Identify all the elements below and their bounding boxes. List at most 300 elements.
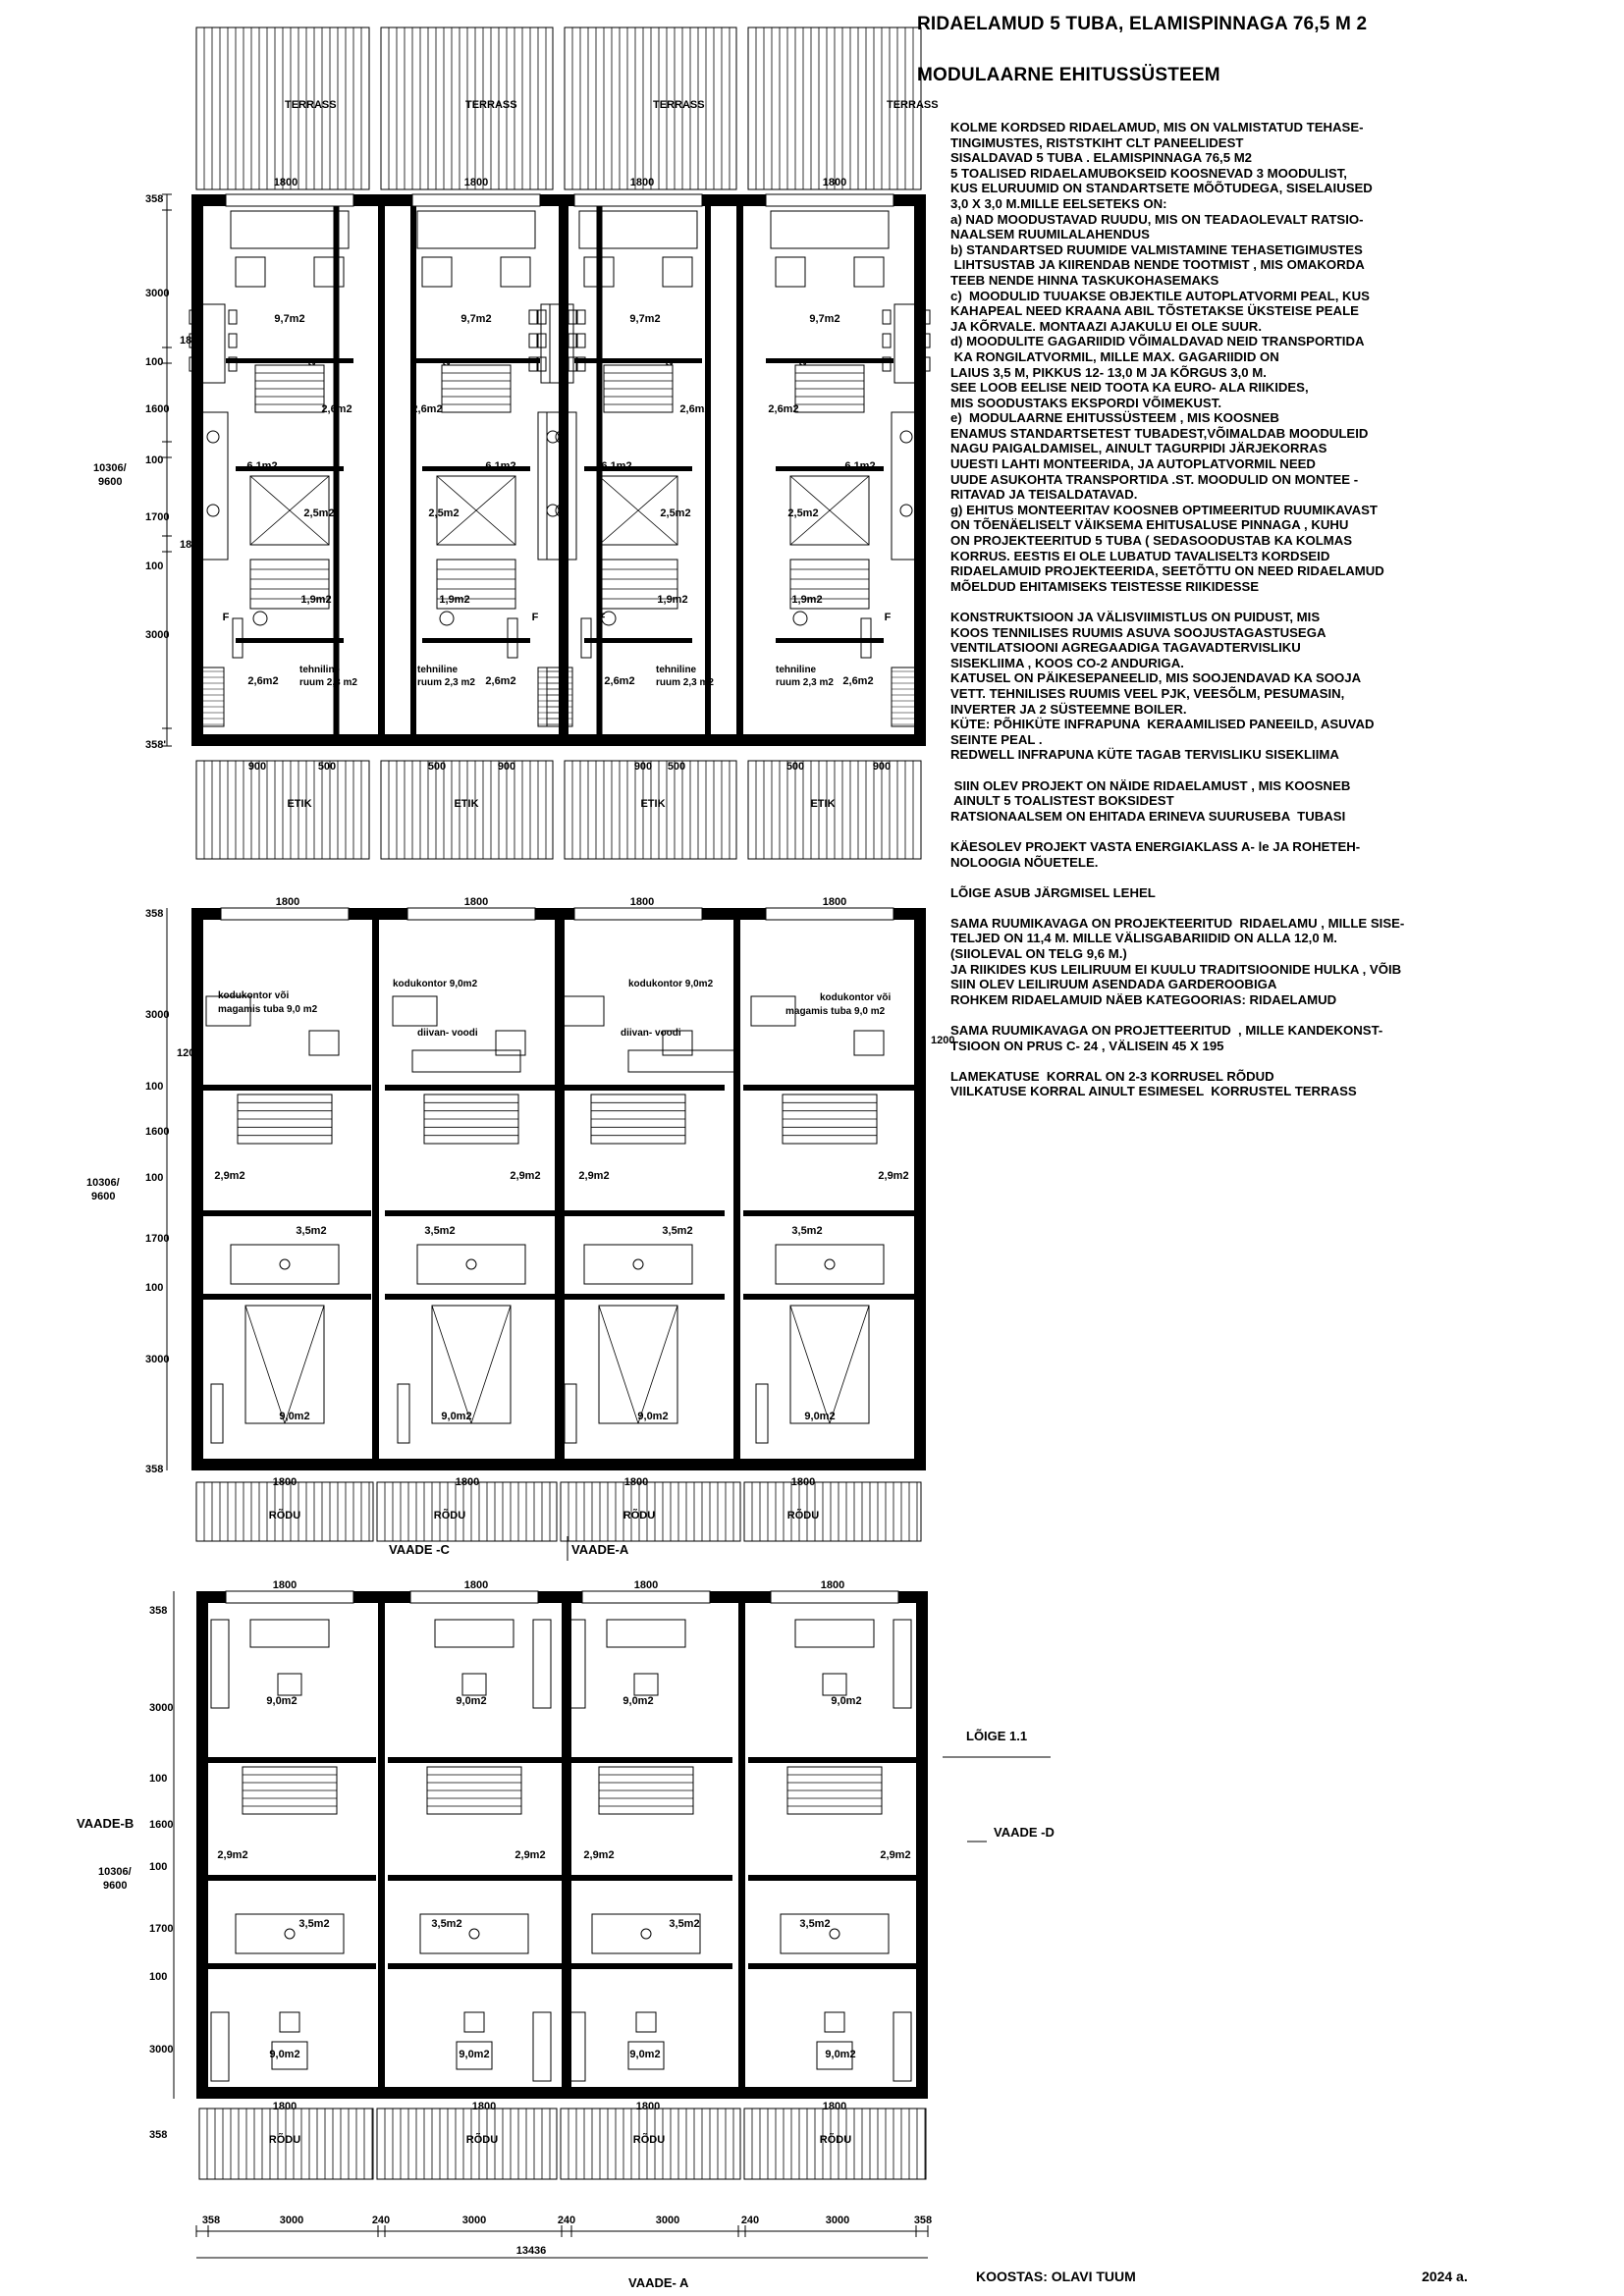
dimension-label: 1700 (145, 1233, 170, 1245)
room-label: kodukontor 9,0m2 (393, 979, 478, 989)
dimension-label: 3000 (655, 2215, 680, 2226)
radiator (398, 1384, 409, 1443)
room-area: 2,5m2 (303, 507, 335, 519)
party-wall (372, 908, 379, 1470)
room-label: tehniline (776, 665, 817, 675)
description-line: TEEB NENDE HINNA TASKUKOHASEMAKS (950, 272, 1219, 288)
desk (250, 1620, 329, 1647)
room-area: 1,9m2 (300, 594, 332, 606)
room-area: 2,6m2 (604, 675, 635, 687)
description-line: ON TÕENÄELISELT VÄIKSEMA EHITUSALUSE PINNAGA , KUHU (950, 517, 1349, 533)
partition (766, 358, 893, 363)
description-line: g) EHITUS MONTEERITAV KOOSNEB OPTIMEERITUD RUUMIKAVAST (950, 502, 1378, 517)
interior-wall (705, 194, 711, 746)
chair (538, 334, 546, 347)
bed-cover (638, 1306, 677, 1423)
description-line: JA KÕRVALE. MONTAAZI AJAKULU EI OLE SUUR. (950, 318, 1262, 334)
fridge-label: F (598, 612, 606, 623)
partition (203, 1963, 376, 1969)
partition (388, 1875, 561, 1881)
description-line: KOLME KORDSED RIDAELAMUD, MIS ON VALMISTATUD TEHASE- (950, 120, 1364, 134)
description-line: SISALDAVAD 5 TUBA . ELAMISPINNAGA 76,5 M2 (950, 150, 1253, 166)
description-line: KOOS TENNILISES RUUMIS ASUVA SOOJUSTAGASTUSEGA (950, 624, 1326, 640)
chair (636, 2012, 656, 2032)
description-line: NAGU PAIGALDAMISEL, AINULT TAGURPIDI JÄRJEKORRAS (950, 441, 1327, 456)
dimension-label: 1200 (931, 1035, 955, 1046)
dimension-label: 100 (145, 1172, 164, 1184)
terrace-label: TERRASS (285, 99, 337, 111)
floor-drain (793, 612, 807, 625)
dimension-label: 1600 (145, 403, 170, 415)
partition (560, 1757, 732, 1763)
window (226, 194, 353, 206)
fridge-label: F (884, 612, 892, 623)
dimension-label: 358 (913, 2215, 933, 2226)
chair (529, 334, 537, 347)
room-area: 9,0m2 (804, 1411, 836, 1422)
party-wall (378, 194, 385, 746)
room-label: magamis tuba 9,0 m2 (218, 1004, 318, 1015)
room-label: tehniline (417, 665, 459, 675)
dimension-label: 1800 (790, 1476, 816, 1488)
bath-drain (466, 1259, 476, 1269)
sofa (417, 211, 535, 248)
dimension-label: 500 (785, 761, 805, 773)
bath-drain (633, 1259, 643, 1269)
partition (748, 1963, 921, 1969)
room-area: 9,0m2 (825, 2049, 856, 2060)
deck-outline (744, 1482, 921, 1541)
description-line: KUS ELURUUMID ON STANDARTSETE MÕÕTUDEGA, SISELAIUSED (950, 181, 1373, 196)
dimension-label: 1800 (272, 1476, 298, 1488)
chair (309, 1031, 339, 1055)
dimension-label: 1800 (273, 177, 298, 188)
room-area: 2,5m2 (428, 507, 460, 519)
deck-outline (381, 761, 553, 859)
dimension-label: 3000 (149, 1702, 174, 1714)
balcony-label: RÕDU (465, 2134, 499, 2146)
room-label: kodukontor 9,0m2 (628, 979, 714, 989)
room-area: 2,9m2 (510, 1170, 541, 1182)
tv-label: tv (307, 357, 317, 368)
room-area: 2,9m2 (514, 1849, 546, 1861)
overall-dimension: 10306/ (86, 1177, 120, 1189)
room-area: 2,5m2 (787, 507, 819, 519)
room-area: 2,6m2 (485, 675, 516, 687)
bed-cover (599, 1306, 638, 1423)
chair (577, 310, 585, 324)
dimension-label: 500 (317, 761, 337, 773)
chair (883, 334, 891, 347)
description-line: SEINTE PEAL . (950, 731, 1043, 747)
description-line: RATSIONAALSEM ON EHITADA ERINEVA SUURUSEBA TUBASI (950, 808, 1346, 824)
overall-dimension: 10306/ (98, 1866, 132, 1878)
room-label: ruum 2,3 m2 (776, 677, 834, 688)
tv-label: tv (665, 357, 675, 368)
balcony-label: RÕDU (632, 2134, 666, 2146)
room-area: 3,5m2 (662, 1225, 693, 1237)
room-area: 1,9m2 (657, 594, 688, 606)
dimension-label: 900 (872, 761, 892, 773)
window (226, 1591, 353, 1603)
bed-cover (245, 1306, 285, 1423)
bath-drain (830, 1929, 839, 1939)
room-area: 9,7m2 (274, 313, 305, 325)
floor-drain (253, 612, 267, 625)
bathtub (781, 1914, 889, 1953)
dimension-label: 1800 (180, 539, 204, 551)
room-label: tehniline (656, 665, 697, 675)
room-label: ruum 2,3 m2 (299, 677, 357, 688)
description-paragraph (950, 120, 1618, 594)
partition (203, 1875, 376, 1881)
room-label: diivan- voodi (417, 1028, 478, 1039)
chair (823, 1674, 846, 1695)
bed (790, 1306, 869, 1423)
description-line: b) STANDARTSED RUUMIDE VALMISTAMINE TEHASETIGIMUSTES (950, 241, 1363, 257)
description-paragraph (950, 885, 1618, 901)
dimension-label: 100 (145, 454, 164, 466)
description-line: AINULT 5 TOALISTEST BOKSIDEST (950, 793, 1174, 809)
partition (560, 1875, 732, 1881)
porch-label: ETIK (454, 798, 479, 810)
window (574, 908, 702, 920)
partition (198, 1210, 371, 1216)
dimension-label: 900 (497, 761, 516, 773)
party-wall (738, 1591, 745, 2099)
description-line: e) MODULAARNE EHITUSSÜSTEEM , MIS KOOSNEB (950, 410, 1279, 426)
radiator (565, 1384, 576, 1443)
window (574, 194, 702, 206)
armchair (776, 257, 805, 287)
overall-dimension: 10306/ (93, 462, 127, 474)
wardrobe (893, 1620, 911, 1708)
dimension-label: 358 (149, 1605, 168, 1617)
room-area: 6,1m2 (485, 460, 516, 472)
fridge-label: F (222, 612, 230, 623)
bathtub (417, 1245, 525, 1284)
dimension-label: 3000 (149, 2044, 174, 2056)
wardrobe (211, 2012, 229, 2081)
dimension-label: 1800 (455, 1476, 480, 1488)
description-line: KORRUS. EESTIS EI OLE LUBATUD TAVALISELT3 KORDSEID (950, 548, 1330, 563)
armchair (236, 257, 265, 287)
partition (552, 1294, 725, 1300)
room-area: 3,5m2 (791, 1225, 823, 1237)
partition (412, 358, 540, 363)
description-line: NOLOOGIA NÕUETELE. (950, 854, 1099, 870)
view-label: VAADE- A (628, 2275, 689, 2290)
party-wall (555, 908, 565, 1470)
description-line: UUESTI LAHTI MONTEERIDA, JA AUTOPLATVORMIL NEED (950, 456, 1316, 472)
room-label: ruum 2,3 m2 (656, 677, 714, 688)
room-area: 2,9m2 (583, 1849, 615, 1861)
dining-table (201, 304, 225, 383)
dimension-label: 100 (149, 1773, 168, 1785)
author-credit: KOOSTAS: OLAVI TUUM (976, 2269, 1136, 2284)
floor-drain (440, 612, 454, 625)
view-label: VAADE-B (77, 1816, 135, 1831)
room-label: tehniline (299, 665, 341, 675)
sofa (231, 211, 349, 248)
chair (462, 1674, 486, 1695)
chair (854, 1031, 884, 1055)
dimension-label: 240 (371, 2215, 391, 2226)
room-area: 2,9m2 (878, 1170, 909, 1182)
balcony-label: RÕDU (268, 1510, 301, 1522)
partition (226, 358, 353, 363)
window (766, 908, 893, 920)
dimension-label: 358 (149, 2129, 168, 2141)
window (221, 908, 349, 920)
bed-cover (790, 1306, 830, 1423)
interior-wall (410, 194, 416, 746)
dimension-label: 900 (633, 761, 653, 773)
partition (776, 638, 884, 643)
tv-label: tv (798, 357, 808, 368)
party-wall (562, 1591, 571, 2099)
description-line: LAMEKATUSE KORRAL ON 2-3 KORRUSEL RÕDUD (950, 1068, 1274, 1084)
chair (278, 1674, 301, 1695)
room-area: 6,1m2 (844, 460, 876, 472)
room-area: 2,5m2 (660, 507, 691, 519)
page-subtitle: MODULAARNE EHITUSSÜSTEEM (917, 65, 1220, 85)
chair (464, 2012, 484, 2032)
partition (743, 1294, 916, 1300)
description-line: ENAMUS STANDARTSETEST TUBADEST,VÕIMALDAB MOODULEID (950, 425, 1369, 441)
room-area: 3,5m2 (669, 1918, 700, 1930)
dimension-label: 1600 (145, 1126, 170, 1138)
desk (393, 996, 437, 1026)
armchair (663, 257, 692, 287)
sofa (771, 211, 889, 248)
dimension-label: 1200 (177, 1047, 201, 1059)
partition (552, 1210, 725, 1216)
terrace-label: TERRASS (887, 99, 939, 111)
deck-outline (565, 27, 736, 189)
dimension-label: 1800 (635, 2101, 661, 2112)
partition (203, 1757, 376, 1763)
description-line: 5 TOALISED RIDAELAMUBOKSEID KOOSNEVAD 3 MOODULIST, (950, 165, 1347, 181)
dimension-label: 358 (145, 193, 164, 205)
room-area: 2,6m2 (247, 675, 279, 687)
dimension-label: 1800 (623, 1476, 649, 1488)
description-line: ROHKEM RIDAELAMUID NÄEB KATEGOORIAS: RIDAELAMUD (950, 991, 1337, 1007)
description-line: LIHTSUSTAB JA KIIRENDAB NENDE TOOTMIST , MIS OMAKORDA (950, 257, 1365, 273)
partition (385, 1294, 558, 1300)
chair (538, 310, 546, 324)
deck-outline (565, 761, 736, 859)
hob (900, 505, 912, 516)
dimension-label: 3000 (145, 288, 170, 299)
room-area: 2,9m2 (880, 1849, 911, 1861)
partition (385, 1085, 558, 1091)
partition (743, 1210, 916, 1216)
description-line: LÕIGE ASUB JÄRGMISEL LEHEL (950, 884, 1156, 900)
room-area: 9,0m2 (623, 1695, 654, 1707)
balcony-label: RÕDU (433, 1510, 466, 1522)
dimension-label: 500 (427, 761, 447, 773)
chair (634, 1674, 658, 1695)
armchair (501, 257, 530, 287)
bath-drain (285, 1929, 295, 1939)
window (412, 194, 540, 206)
description-line: SAMA RUUMIKAVAGA ON PROJETTEERITUD , MILLE KANDEKONST- (950, 1023, 1383, 1039)
room-label: kodukontor või (820, 992, 892, 1003)
room-area: 9,0m2 (456, 1695, 487, 1707)
description-line: d) MOODULITE GAGARIIDID VÕIMALDAVAD NEID TRANSPORTIDA (950, 334, 1365, 349)
chair (568, 310, 576, 324)
description-line: SISEKLIIMA , KOOS CO-2 ANDURIGA. (950, 655, 1184, 670)
outer-wall-left (191, 194, 203, 746)
partition (422, 638, 530, 643)
balcony-label: RÕDU (268, 2134, 301, 2146)
dimension-label: 358 (145, 1464, 164, 1475)
view-label: VAADE -D (994, 1825, 1055, 1840)
dimension-label: 3000 (825, 2215, 850, 2226)
dimension-label: 1800 (272, 1579, 298, 1591)
porch-label: ETIK (287, 798, 312, 810)
partition (748, 1875, 921, 1881)
room-area: 3,5m2 (296, 1225, 327, 1237)
description-paragraph (950, 1069, 1618, 1099)
room-area: 2,6m2 (411, 403, 443, 415)
outer-wall-right (916, 1591, 928, 2099)
description-line: TINGIMUSTES, RISTSTKIHT CLT PANEELIDEST (950, 134, 1244, 150)
description-line: TSIOON ON PRUS C- 24 , VÄLISEIN 45 X 195 (950, 1038, 1224, 1053)
bathtub (776, 1245, 884, 1284)
description-line: (SIIOLEVAL ON TELG 9,6 M.) (950, 946, 1127, 962)
chair (883, 310, 891, 324)
description-line: c) MOODULID TUUAKSE OBJEKTILE AUTOPLATVORMI PEAL, KUS (950, 288, 1370, 303)
description-line: NAALSEM RUUMILALAHENDUS (950, 227, 1150, 242)
description-paragraph (950, 839, 1618, 870)
partition (198, 1294, 371, 1300)
radiator (211, 1384, 223, 1443)
overall-dimension: 9600 (98, 476, 123, 488)
bed (599, 1306, 677, 1423)
wardrobe (533, 1620, 551, 1708)
tv-label: tv (442, 357, 452, 368)
room-label: magamis tuba 9,0 m2 (785, 1006, 886, 1017)
description-line: KÄESOLEV PROJEKT VASTA ENERGIAKLASS A- le JA ROHETEH- (950, 838, 1361, 854)
window (582, 1591, 710, 1603)
dimension-label: 1800 (820, 1579, 845, 1591)
balcony-label: RÕDU (623, 1510, 656, 1522)
description-line: JA RIIKIDES KUS LEILIRUUM EI KUULU TRADITSIOONIDE HULKA , VÕIB (950, 961, 1402, 977)
room-area: 9,0m2 (279, 1411, 310, 1422)
party-wall (733, 908, 740, 1470)
room-area: 3,5m2 (424, 1225, 456, 1237)
dimension-label: 240 (740, 2215, 760, 2226)
dimension-label: 100 (149, 1861, 168, 1873)
dimension-label: 358' (145, 739, 166, 751)
porch-label: ETIK (810, 798, 836, 810)
room-area: 6,1m2 (246, 460, 278, 472)
description-line: MIS SOODUSTAKS EKSPORDI VÕIMEKUST. (950, 395, 1221, 410)
window (407, 908, 535, 920)
bed (245, 1306, 324, 1423)
dimension-label: 1800 (463, 1579, 489, 1591)
room-area: 9,7m2 (809, 313, 840, 325)
description-line: a) NAD MOODUSTAVAD RUUDU, MIS ON TEADAOLEVALT RATSIO- (950, 211, 1364, 227)
dimension-label: 1800 (629, 177, 655, 188)
bath-drain (280, 1259, 290, 1269)
description-line: ON PROJEKTEERITUD 5 TUBA ( SEDASOODUSTAB KA KOLMAS (950, 533, 1353, 549)
dimension-label: 100 (145, 356, 164, 368)
room-area: 3,5m2 (431, 1918, 462, 1930)
description-line: MÕELDUD EHITAMISEKS TEISTESSE RIIKIDESSE (950, 578, 1260, 594)
room-area: 2,6m2 (321, 403, 352, 415)
partition (198, 1085, 371, 1091)
partition (385, 1210, 558, 1216)
partition (574, 358, 702, 363)
dimension-label: 1700 (149, 1923, 174, 1935)
room-area: 9,7m2 (629, 313, 661, 325)
partition (560, 1963, 732, 1969)
sofa-bed (412, 1050, 520, 1072)
fridge-label: F (531, 612, 539, 623)
desk (607, 1620, 685, 1647)
room-label: diivan- voodi (621, 1028, 681, 1039)
window (766, 194, 893, 206)
desk (795, 1620, 874, 1647)
dimension-label: 1800 (463, 896, 489, 908)
outer-wall-left (196, 1591, 208, 2099)
party-wall (378, 1591, 385, 2099)
partition (748, 1757, 921, 1763)
description-line: KAHAPEAL NEED KRAANA ABIL TÕSTETAKSE ÜKSTEISE PEALE (950, 303, 1359, 319)
dimension-label: 358 (201, 2215, 221, 2226)
outer-wall-left (191, 908, 203, 1470)
room-area: 1,9m2 (791, 594, 823, 606)
chair (529, 310, 537, 324)
dimension-label: 3000 (145, 629, 170, 641)
dimension-label: 240 (557, 2215, 576, 2226)
outer-wall-right (914, 194, 926, 746)
room-area: 2,6m2 (768, 403, 799, 415)
description-line: SIIN OLEV LEILIRUUM ASENDADA GARDEROOBIGA (950, 977, 1277, 992)
balcony-label: RÕDU (786, 1510, 820, 1522)
dimension-label: 3000 (145, 1354, 170, 1365)
bath-drain (641, 1929, 651, 1939)
room-label: kodukontor või (218, 990, 290, 1001)
partition (743, 1085, 916, 1091)
room-area: 9,7m2 (460, 313, 492, 325)
sink (207, 431, 219, 443)
description-line: 3,0 X 3,0 M.MILLE EELSETEKS ON: (950, 195, 1167, 211)
description-line: SEE LOOB EELISE NEID TOOTA KA EURO- ALA RIIKIDES, (950, 380, 1309, 396)
year-label: 2024 a. (1422, 2269, 1468, 2284)
dimension-label: 1600 (149, 1819, 174, 1831)
dimension-label: 1800 (180, 335, 204, 347)
dimension-label: 1800 (272, 2101, 298, 2112)
dimension-label: 100 (149, 1971, 168, 1983)
description-line: LAIUS 3,5 M, PIKKUS 12- 13,0 M JA KÕRGUS 3,0 M. (950, 364, 1267, 380)
room-area: 9,0m2 (441, 1411, 472, 1422)
room-label: ruum 2,3 m2 (417, 677, 475, 688)
wardrobe (893, 2012, 911, 2081)
wardrobe (892, 667, 917, 726)
room-area: 9,0m2 (459, 2049, 490, 2060)
hob (207, 505, 219, 516)
description-line: RITAVAD JA TEISALDATAVAD. (950, 487, 1138, 503)
sink (900, 431, 912, 443)
dimension-label: 1800 (822, 177, 847, 188)
description-line: TELJED ON 11,4 M. MILLE VÄLISGABARIIDID ON ALLA 12,0 M. (950, 931, 1337, 946)
partition (584, 638, 692, 643)
dimension-label: 1700 (145, 511, 170, 523)
